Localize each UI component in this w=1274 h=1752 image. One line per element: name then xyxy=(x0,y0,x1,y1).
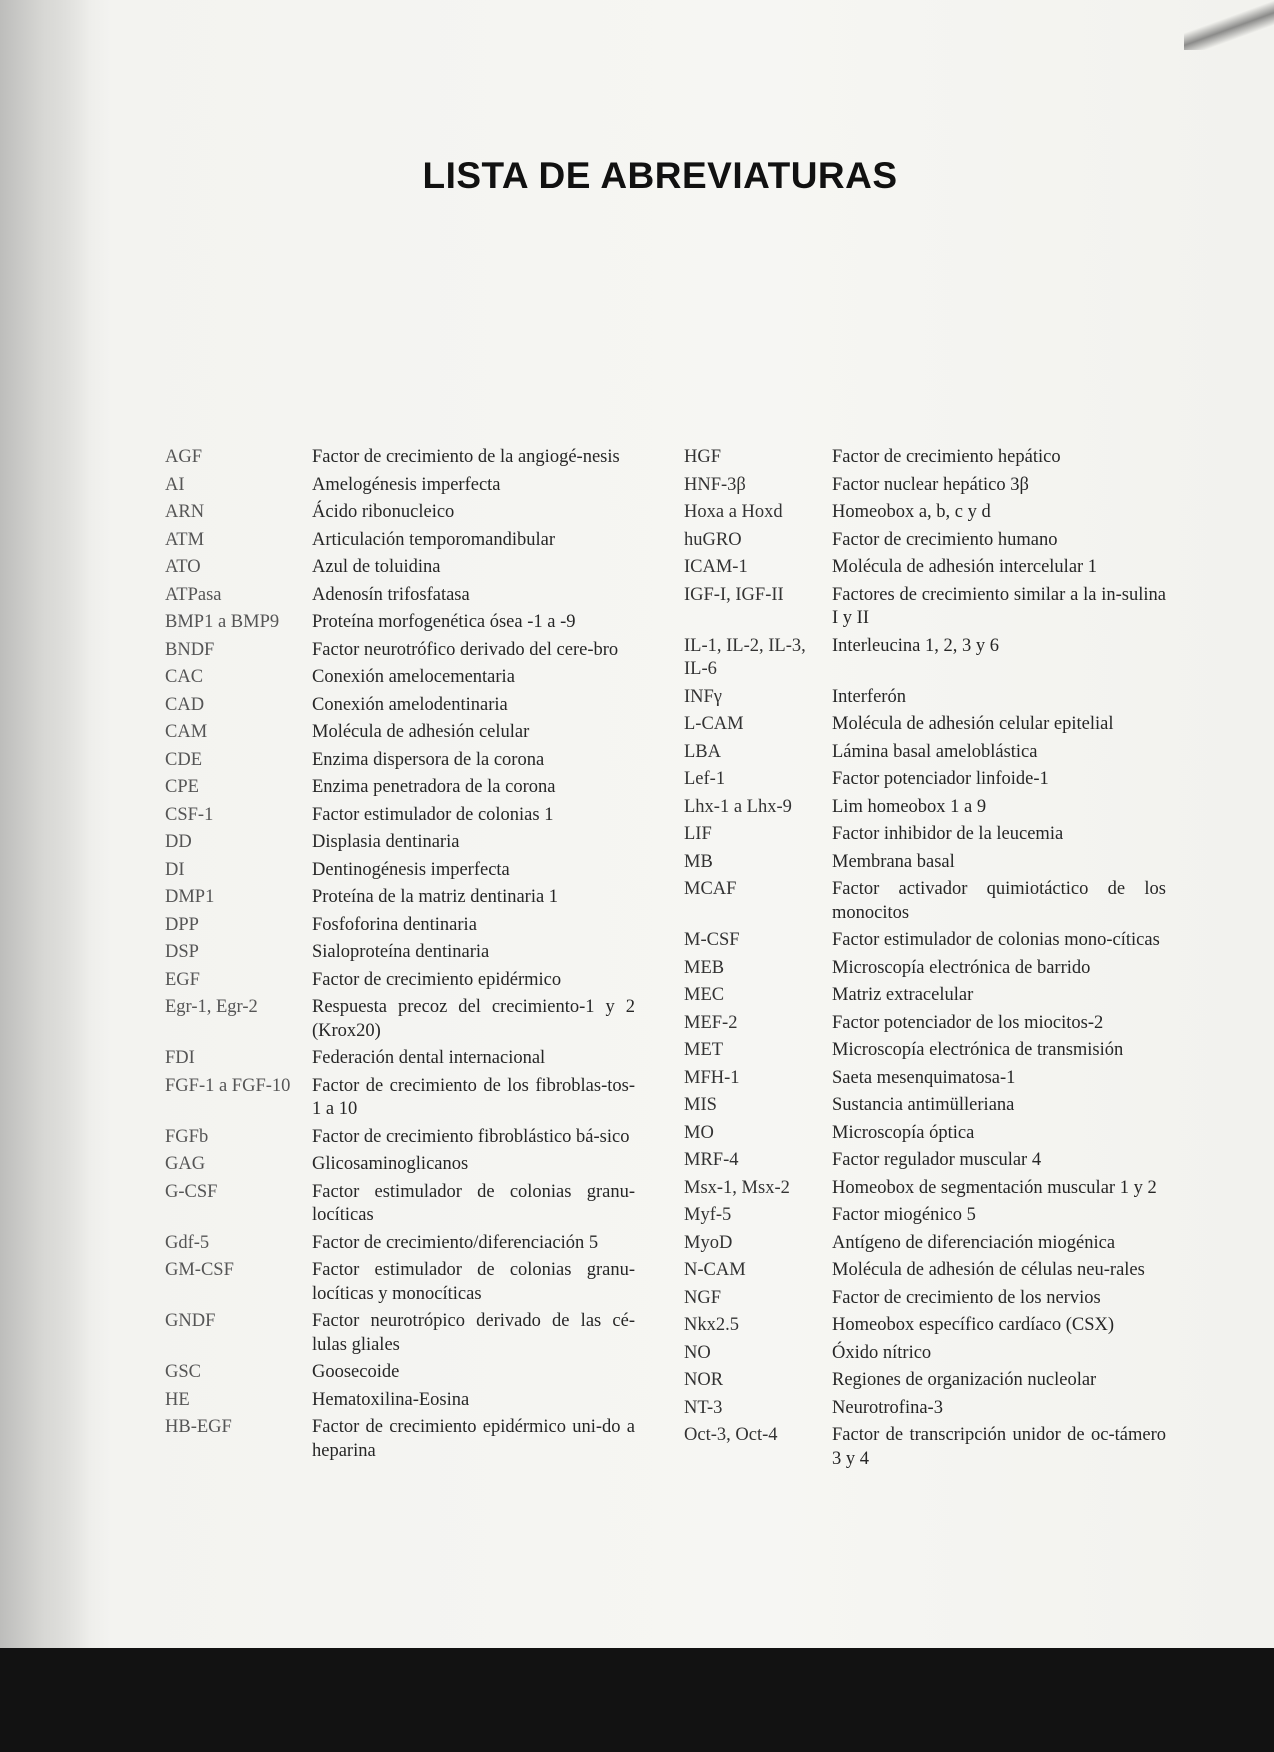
abbreviation-definition: Factor de crecimiento fibroblástico bá-sico xyxy=(312,1126,630,1147)
abbreviation-definition: Homeobox a, b, c y d xyxy=(832,502,991,522)
abbreviation-definition: Factor de crecimiento hepático xyxy=(832,447,1061,467)
abbreviation-definition: Glicosaminoglicanos xyxy=(312,1154,469,1174)
abbreviation-definition: Regiones de organización nucleolar xyxy=(832,1370,1097,1390)
abbreviation-definition: Factor de crecimiento/diferenciación 5 xyxy=(312,1232,599,1253)
abbreviation-entry xyxy=(165,1389,635,1413)
abbreviation-definition: Ácido ribonucleico xyxy=(312,502,455,522)
abbreviation-term: Gdf-5 xyxy=(165,1232,210,1253)
abbreviation-definition: Interleucina 1, 2, 3 y 6 xyxy=(832,635,999,656)
abbreviation-definition: Membrana basal xyxy=(832,851,955,872)
abbreviation-term: M-CSF xyxy=(684,930,740,950)
abbreviation-term: Nkx2.5 xyxy=(684,1315,739,1335)
abbreviation-term: MO xyxy=(684,1122,714,1143)
abbreviation-definition: Saeta mesenquimatosa-1 xyxy=(832,1067,1016,1088)
abbreviation-definition: Microscopía óptica xyxy=(832,1122,975,1143)
abbreviation-entry xyxy=(165,1153,635,1177)
abbreviation-term: GAG xyxy=(165,1154,206,1174)
abbreviation-entry xyxy=(684,1232,1166,1256)
abbreviation-term: LIF xyxy=(684,824,712,844)
abbreviation-entry xyxy=(684,556,1166,580)
abbreviation-list-left xyxy=(165,446,635,1467)
abbreviation-term: BMP1 a BMP9 xyxy=(165,612,280,632)
abbreviation-definition: Articulación temporomandibular xyxy=(312,529,555,550)
abbreviation-entry xyxy=(684,1122,1166,1146)
abbreviation-term: INFγ xyxy=(684,686,722,707)
abbreviation-term: NGF xyxy=(684,1287,722,1308)
abbreviation-term: Hoxa a Hoxd xyxy=(684,502,783,522)
abbreviation-entry xyxy=(684,1012,1166,1036)
abbreviation-entry xyxy=(165,1126,635,1150)
abbreviation-term: NT-3 xyxy=(684,1397,723,1418)
abbreviation-definition: Factor de crecimiento epidérmico uni-do a heparina xyxy=(312,1417,635,1461)
abbreviation-definition: Factor nuclear hepático 3β xyxy=(832,474,1029,495)
abbreviation-definition: Conexión amelodentinaria xyxy=(312,694,508,715)
abbreviation-definition: Factor inhibidor de la leucemia xyxy=(832,824,1064,844)
abbreviation-definition: Goosecoide xyxy=(312,1362,400,1382)
abbreviation-term: MEB xyxy=(684,957,725,978)
abbreviation-entry xyxy=(684,474,1166,498)
abbreviation-entry xyxy=(165,611,635,635)
abbreviation-term: CPE xyxy=(165,777,199,797)
abbreviation-entry xyxy=(684,851,1166,875)
abbreviation-term: ARN xyxy=(165,502,205,522)
abbreviation-definition: Homeobox específico cardíaco (CSX) xyxy=(832,1315,1115,1335)
abbreviation-entry xyxy=(684,929,1166,953)
abbreviation-definition: Factor potenciador linfoide-1 xyxy=(832,769,1049,789)
abbreviation-entry xyxy=(684,1204,1166,1228)
abbreviation-term: ATPasa xyxy=(165,584,222,605)
abbreviation-term: Egr-1, Egr-2 xyxy=(165,997,258,1017)
abbreviation-entry xyxy=(165,969,635,993)
abbreviation-definition: Hematoxilina-Eosina xyxy=(312,1389,470,1410)
abbreviation-term: L-CAM xyxy=(684,714,744,734)
abbreviation-term: CDE xyxy=(165,749,202,770)
abbreviation-entry xyxy=(684,1149,1166,1173)
abbreviation-entry xyxy=(165,1361,635,1385)
abbreviation-entry xyxy=(684,1342,1166,1366)
abbreviation-entry xyxy=(165,804,635,828)
abbreviation-definition: Sustancia antimülleriana xyxy=(832,1095,1015,1115)
abbreviation-definition: Factor estimulador de colonias granu-locíticas xyxy=(312,1181,635,1225)
abbreviation-term: IGF-I, IGF-II xyxy=(684,584,784,605)
abbreviation-entry xyxy=(684,823,1166,847)
abbreviation-entry xyxy=(684,1067,1166,1091)
abbreviation-entry xyxy=(165,776,635,800)
abbreviation-list-right xyxy=(684,446,1166,1475)
abbreviation-term: IL-1, IL-2, IL-3, IL-6 xyxy=(684,635,806,679)
abbreviation-definition: Dentinogénesis imperfecta xyxy=(312,859,510,880)
abbreviation-definition: Factor estimulador de colonias 1 xyxy=(312,804,554,825)
abbreviation-definition: Enzima dispersora de la corona xyxy=(312,749,545,770)
abbreviation-entry xyxy=(165,666,635,690)
abbreviation-entry xyxy=(165,886,635,910)
abbreviation-term: FDI xyxy=(165,1048,195,1068)
abbreviation-term: MEC xyxy=(684,985,725,1005)
abbreviation-entry xyxy=(165,1259,635,1306)
abbreviation-term: BNDF xyxy=(165,639,215,660)
abbreviation-term: MCAF xyxy=(684,879,737,899)
abbreviation-term: CAC xyxy=(165,667,204,687)
abbreviation-definition: Microscopía electrónica de barrido xyxy=(832,957,1091,978)
abbreviation-entry xyxy=(684,1314,1166,1338)
abbreviation-term: ATM xyxy=(165,529,205,550)
abbreviation-entry xyxy=(165,996,635,1043)
abbreviation-entry xyxy=(684,1424,1166,1471)
abbreviation-term: EGF xyxy=(165,969,200,990)
abbreviation-term: FGF-1 a FGF-10 xyxy=(165,1075,291,1096)
abbreviation-entry xyxy=(165,941,635,965)
abbreviation-entry xyxy=(684,768,1166,792)
abbreviation-entry xyxy=(684,957,1166,981)
abbreviation-term: GNDF xyxy=(165,1311,216,1331)
abbreviation-term: G-CSF xyxy=(165,1181,218,1202)
abbreviation-term: CAM xyxy=(165,722,208,742)
abbreviation-definition: Molécula de adhesión intercelular 1 xyxy=(832,557,1098,577)
abbreviation-definition: Factor potenciador de los miocitos-2 xyxy=(832,1012,1104,1033)
abbreviation-term: MyoD xyxy=(684,1232,733,1253)
abbreviation-term: Msx-1, Msx-2 xyxy=(684,1177,790,1198)
abbreviation-entry xyxy=(165,1310,635,1357)
abbreviation-definition: Factor estimulador de colonias mono-cíticas xyxy=(832,930,1160,950)
abbreviation-entry xyxy=(684,1259,1166,1283)
abbreviation-definition: Microscopía electrónica de transmisión xyxy=(832,1040,1124,1060)
abbreviation-term: MFH-1 xyxy=(684,1067,740,1088)
page-corner-curl xyxy=(1184,0,1274,50)
abbreviation-term: NO xyxy=(684,1342,711,1363)
abbreviation-definition: Azul de toluidina xyxy=(312,557,441,577)
abbreviation-definition: Molécula de adhesión de células neu-rales xyxy=(832,1260,1145,1280)
abbreviation-term: HE xyxy=(165,1389,190,1410)
abbreviation-entry xyxy=(165,1075,635,1122)
abbreviation-entry xyxy=(165,1181,635,1228)
abbreviation-term: HB-EGF xyxy=(165,1417,232,1437)
abbreviation-definition: Displasia dentinaria xyxy=(312,832,460,852)
abbreviation-definition: Factor neurotrópico derivado de las cé-lulas gliales xyxy=(312,1311,635,1355)
abbreviation-entry xyxy=(684,635,1166,682)
abbreviation-term: DI xyxy=(165,859,185,880)
abbreviation-definition: Lámina basal ameloblástica xyxy=(832,741,1038,762)
abbreviation-entry xyxy=(165,914,635,938)
abbreviation-entry xyxy=(684,984,1166,1008)
abbreviation-entry xyxy=(684,1094,1166,1118)
abbreviation-entry xyxy=(165,1416,635,1463)
abbreviation-term: Myf-5 xyxy=(684,1205,732,1225)
abbreviation-definition: Federación dental internacional xyxy=(312,1048,546,1068)
abbreviation-term: HGF xyxy=(684,447,722,467)
abbreviation-definition: Factor de transcripción unidor de oc-támero 3 y 4 xyxy=(832,1425,1166,1469)
abbreviation-term: DSP xyxy=(165,942,199,962)
abbreviation-entry xyxy=(684,686,1166,710)
abbreviation-definition: Interferón xyxy=(832,686,906,707)
abbreviation-entry xyxy=(165,831,635,855)
abbreviation-entry xyxy=(165,584,635,608)
abbreviation-entry xyxy=(165,529,635,553)
abbreviation-term: GM-CSF xyxy=(165,1260,234,1280)
abbreviation-entry xyxy=(684,1287,1166,1311)
abbreviation-entry xyxy=(165,749,635,773)
abbreviation-term: AGF xyxy=(165,447,203,467)
abbreviation-term: huGRO xyxy=(684,529,742,550)
abbreviation-entry xyxy=(684,1177,1166,1201)
abbreviation-definition: Antígeno de diferenciación miogénica xyxy=(832,1232,1116,1253)
abbreviation-definition: Factores de crecimiento similar a la in-sulina I y II xyxy=(832,584,1166,628)
book-spine-shadow xyxy=(0,0,90,1648)
abbreviation-entry xyxy=(684,878,1166,925)
abbreviation-definition: Neurotrofina-3 xyxy=(832,1397,943,1418)
abbreviation-term: DD xyxy=(165,832,192,852)
abbreviation-entry xyxy=(165,474,635,498)
abbreviation-entry xyxy=(165,501,635,525)
abbreviation-entry xyxy=(684,741,1166,765)
abbreviation-definition: Factor regulador muscular 4 xyxy=(832,1150,1042,1170)
abbreviation-definition: Homeobox de segmentación muscular 1 y 2 xyxy=(832,1177,1157,1198)
abbreviation-definition: Factor de crecimiento de los fibroblas-tos-1 a 10 xyxy=(312,1075,635,1119)
abbreviation-term: Lhx-1 a Lhx-9 xyxy=(684,796,792,817)
abbreviation-term: FGFb xyxy=(165,1126,209,1147)
abbreviation-entry xyxy=(165,694,635,718)
abbreviation-definition: Adenosín trifosfatasa xyxy=(312,584,470,605)
abbreviation-definition: Factor neurotrófico derivado del cere-bro xyxy=(312,639,619,660)
abbreviation-definition: Factor de crecimiento epidérmico xyxy=(312,969,562,990)
abbreviation-term: HNF-3β xyxy=(684,474,746,495)
abbreviation-term: MET xyxy=(684,1040,724,1060)
abbreviation-definition: Factor de crecimiento de los nervios xyxy=(832,1287,1101,1308)
abbreviation-term: DPP xyxy=(165,914,199,935)
abbreviation-entry xyxy=(684,713,1166,737)
abbreviation-term: CSF-1 xyxy=(165,804,214,825)
abbreviation-entry xyxy=(684,529,1166,553)
abbreviation-definition: Respuesta precoz del crecimiento-1 y 2 (Krox20) xyxy=(312,997,635,1041)
abbreviation-entry xyxy=(165,446,635,470)
abbreviation-term: MEF-2 xyxy=(684,1012,738,1033)
abbreviation-definition: Proteína morfogenética ósea -1 a -9 xyxy=(312,612,576,632)
abbreviation-definition: Sialoproteína dentinaria xyxy=(312,942,490,962)
abbreviation-entry xyxy=(684,1369,1166,1393)
abbreviation-entry xyxy=(684,446,1166,470)
abbreviation-term: MRF-4 xyxy=(684,1150,739,1170)
page-title: LISTA DE ABREVIATURAS xyxy=(422,154,898,196)
abbreviation-term: Lef-1 xyxy=(684,769,726,789)
abbreviation-definition: Amelogénesis imperfecta xyxy=(312,474,501,495)
abbreviation-term: MB xyxy=(684,851,713,872)
abbreviation-entry xyxy=(165,859,635,883)
abbreviation-definition: Enzima penetradora de la corona xyxy=(312,777,556,797)
abbreviation-entry xyxy=(684,501,1166,525)
abbreviation-definition: Molécula de adhesión celular epitelial xyxy=(832,714,1114,734)
scanner-background xyxy=(0,1648,1274,1752)
abbreviation-entry xyxy=(165,721,635,745)
abbreviation-term: MIS xyxy=(684,1095,717,1115)
abbreviation-term: N-CAM xyxy=(684,1260,746,1280)
abbreviation-term: ATO xyxy=(165,557,201,577)
abbreviation-term: ICAM-1 xyxy=(684,557,748,577)
abbreviation-definition: Proteína de la matriz dentinaria 1 xyxy=(312,887,559,907)
abbreviation-term: NOR xyxy=(684,1370,724,1390)
abbreviation-term: DMP1 xyxy=(165,887,215,907)
abbreviation-term: GSC xyxy=(165,1362,201,1382)
abbreviation-entry xyxy=(165,1232,635,1256)
abbreviation-entry xyxy=(684,1039,1166,1063)
abbreviation-definition: Lim homeobox 1 a 9 xyxy=(832,796,987,817)
abbreviation-term: Oct-3, Oct-4 xyxy=(684,1425,778,1445)
abbreviation-entry xyxy=(684,584,1166,631)
abbreviation-term: LBA xyxy=(684,741,721,762)
abbreviation-definition: Factor estimulador de colonias granu-locíticas y monocíticas xyxy=(312,1260,635,1304)
abbreviation-entry xyxy=(684,1397,1166,1421)
abbreviation-term: AI xyxy=(165,474,185,495)
abbreviation-definition: Factor de crecimiento humano xyxy=(832,529,1058,550)
abbreviation-entry xyxy=(684,796,1166,820)
abbreviation-entry xyxy=(165,1047,635,1071)
abbreviation-definition: Factor de crecimiento de la angiogé-nesis xyxy=(312,447,620,467)
abbreviation-definition: Factor activador quimiotáctico de los monocitos xyxy=(832,879,1166,923)
abbreviation-definition: Matriz extracelular xyxy=(832,985,974,1005)
abbreviation-definition: Conexión amelocementaria xyxy=(312,667,515,687)
abbreviation-definition: Factor miogénico 5 xyxy=(832,1205,976,1225)
abbreviation-entry xyxy=(165,556,635,580)
abbreviation-definition: Fosfoforina dentinaria xyxy=(312,914,477,935)
abbreviation-term: CAD xyxy=(165,694,205,715)
abbreviation-definition: Molécula de adhesión celular xyxy=(312,722,530,742)
abbreviation-entry xyxy=(165,639,635,663)
abbreviation-definition: Óxido nítrico xyxy=(832,1342,932,1363)
